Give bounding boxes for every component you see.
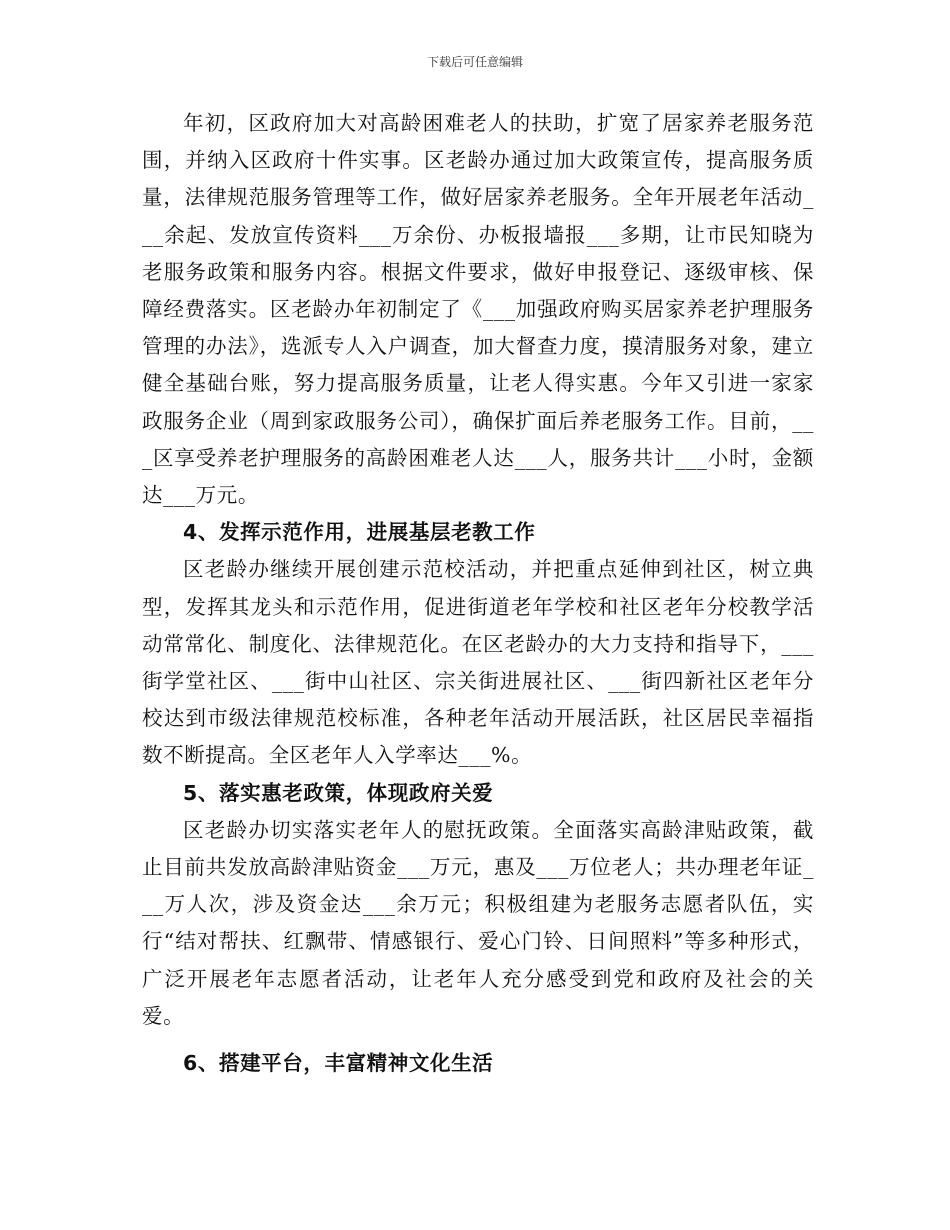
section-heading-6: 6、搭建平台，丰富精神文化生活 — [183, 1051, 494, 1076]
paragraph-elder-policy: 区老龄办切实落实老年人的慰抚政策。全面落实高龄津贴政策，截止目前共发放高龄津贴资金___万元，惠及___万位老人；共办理老年证___万人次，涉及资金达___余万元；积极组建为老服务志愿者队伍，实行“结对帮扶、红飘带、情感银行、爱心门铃、日间照料”等多种形式，广泛开展老年志愿者活动，让老年人充分感受到党和政府及社会的关爱。 — [142, 817, 814, 1028]
paragraph-elder-education: 区老龄办继续开展创建示范校活动，并把重点延伸到社区，树立典型，发挥其龙头和示范作用，促进街道老年学校和社区老年分校教学活动常常化、制度化、法律规范化。在区老龄办的大力支持和指导下，___街学堂社区、___街中山社区、宗关街进展社区、___街四新社区老年分校达到市级法律规范校标准，各种老年活动开展活跃，社区居民幸福指数不断提高。全区老年人入学率达___%。 — [142, 557, 814, 768]
section-heading-5: 5、落实惠老政策，体现政府关爱 — [183, 780, 494, 805]
page-header-note: 下载后可任意编辑 — [426, 55, 523, 69]
section-heading-4: 4、发挥示范作用，进展基层老教工作 — [183, 520, 536, 545]
document-body — [142, 105, 814, 1082]
paragraph-home-care: 年初，区政府加大对高龄困难老人的扶助，扩宽了居家养老服务范围，并纳入区政府十件实事。区老龄办通过加大政策宣传，提高服务质量，法律规范服务管理等工作，做好居家养老服务。全年开展老年活动___余起、发放宣传资料___万余份、办板报墙报___多期，让市民知晓为老服务政策和服务内容。根据文件要求，做好申报登记、逐级审核、保障经费落实。区老龄办年初制定了《___加强政府购买居家养老护理服务管理的办法》，选派专人入户调查，加大督查力度，摸清服务对象，建立健全基础台账，努力提高服务质量，让老人得实惠。今年又引进一家家政服务企业（周到家政服务公司），确保扩面后养老服务工作。目前，___区享受养老护理服务的高龄困难老人达___人，服务共计___小时，金额达___万元。 — [142, 111, 814, 508]
